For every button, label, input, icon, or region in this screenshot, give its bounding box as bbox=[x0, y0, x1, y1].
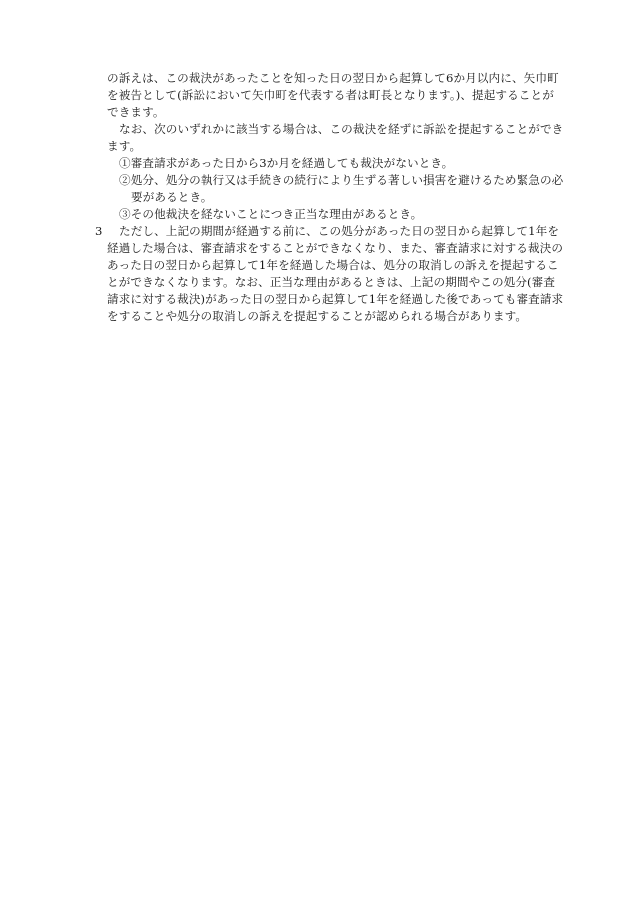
list-item-justifiable-reason: ③その他裁決を経ないことにつき正当な理由があるとき。 bbox=[119, 207, 423, 221]
section-3 bbox=[95, 223, 565, 325]
list-item-urgent-need: ②処分、処分の執行又は手続きの続行により生ずる著しい損害を避けるため緊急の必要があるとき。 bbox=[119, 173, 564, 204]
section-3-number: 3 bbox=[95, 224, 103, 238]
list-item-no-decision: ①審査請求があった日から3か月を経過しても裁決がないとき。 bbox=[119, 156, 454, 170]
paragraph-lawsuit-deadline: の訴えは、この裁決があったことを知った日の翌日から起算して6か月以内に、矢巾町を被告として(訴訟において矢巾町を代表する者は町長となります。)、提起することができます。 bbox=[107, 71, 559, 119]
paragraph-exception-intro: なお、次のいずれかに該当する場合は、この裁決を経ずに訴訟を提起することができます。 bbox=[107, 122, 564, 153]
section-3-text: ただし、上記の期間が経過する前に、この処分があった日の翌日から起算して1年を経過した場合は、審査請求をすることができなくなり、また、審査請求に対する裁決のあった日の翌日から起算して1年を経過した場合は、処分の取消しの訴えを提起することができなくなります。なお、正当な理由があるときは、上記の期間やこの処分(審査請求に対する裁決)があった日の翌日から起算して1年を経過した後であっても審査請求をすることや処分の取消しの訴えを提起することが認められる場合があります。 bbox=[107, 224, 564, 323]
document-body bbox=[95, 70, 565, 325]
